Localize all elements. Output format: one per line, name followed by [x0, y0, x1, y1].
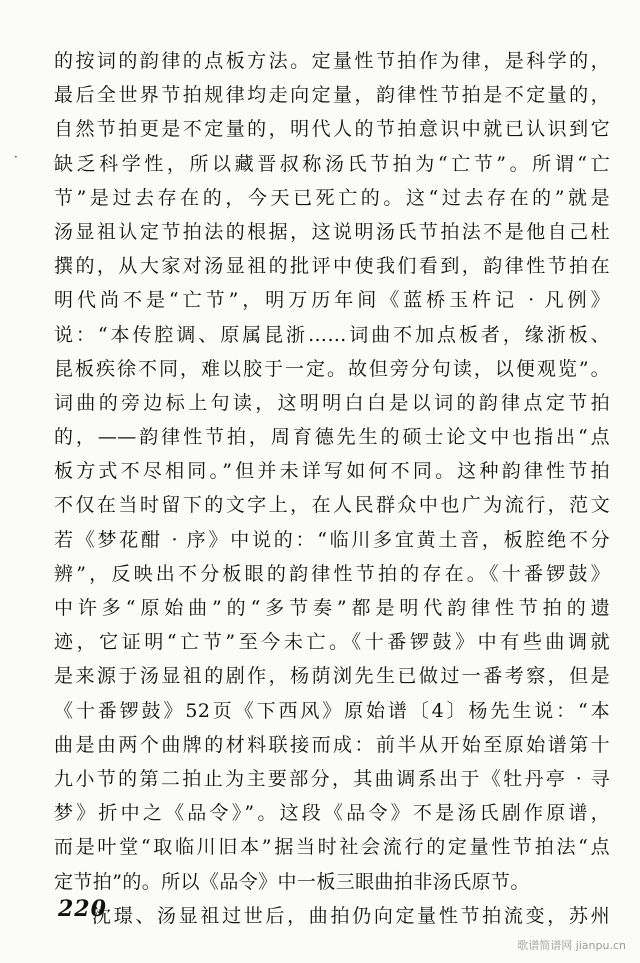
- text-line: 节”是过去存在的，今天已死亡的。这“过去存在的”就是: [54, 186, 610, 209]
- text-line: 自然节拍更是不定量的，明代人的节拍意识中就已认识到它: [54, 118, 610, 141]
- text-line: 词曲的旁边标上句读，这明明白白是以词的韵律点定节拍: [54, 391, 610, 414]
- text-line: 缺乏科学性，所以藏晋叔称汤氏节拍为“亡节”。所谓“亡: [54, 152, 610, 175]
- text-line: 曲是由两个曲牌的材料联接而成：前半从开始至原始谱第十: [54, 733, 610, 756]
- text-line: 不仅在当时留下的文字上，在人民群众中也广为流行，范文: [54, 494, 610, 517]
- margin-mark: ·: [14, 150, 18, 164]
- text-line: 说：“本传腔调、原属昆浙……词曲不加点板者，缘浙板、: [54, 323, 610, 346]
- text-line: 的按词的韵律的点板方法。定量性节拍作为律，是科学的，: [54, 50, 610, 72]
- body-text: [54, 44, 610, 933]
- text-line: 板方式不尽相同。”但并未详写如何不同。这种韵律性节拍: [54, 460, 610, 483]
- text-line: 明代尚不是“亡节”，明万历年间《蓝桥玉杵记 · 凡例》: [54, 289, 610, 312]
- text-line: 中许多“原始曲”的“多节奏”都是明代韵律性节拍的遗: [54, 597, 610, 619]
- text-line: 迹，它证明“亡节”至今未亡。《十番锣鼓》中有些曲调就: [54, 631, 610, 654]
- text-line: 辨”，反映出不分板眼的韵律性节拍的存在。《十番锣鼓》: [54, 562, 610, 585]
- text-line: 九小节的第二拍止为主要部分，其曲调系出于《牡丹亭 · 寻: [54, 767, 610, 790]
- text-line: 昆板疾徐不同，难以胶于一定。故但旁分句读，以便观览”。: [54, 357, 610, 380]
- page-number: 220: [58, 896, 107, 922]
- text-line: 《十番锣鼓》52页《下西风》原始谱〔4〕杨先生说：“本: [54, 699, 610, 722]
- text-line: 定节拍”的。所以《品令》中一板三眼曲拍非汤氏原节。: [54, 870, 530, 893]
- watermark-text: 歌谱简谱网 jianpu.cn: [517, 939, 626, 952]
- text-line: 的，——韵律性节拍，周育德先生的硕士论文中也指出“点: [54, 426, 610, 449]
- text-line: 而是叶堂“取临川旧本”据当时社会流行的定量性节拍法“点: [54, 836, 610, 859]
- text-line: 汤显祖认定节拍法的根据，这说明汤氏节拍法不是他自己杜: [54, 220, 610, 243]
- text-line: 沈璟、汤显祖过世后，曲拍仍向定量性节拍流变，苏州: [92, 904, 610, 927]
- text-line: 是来源于汤显祖的剧作，杨荫浏先生已做过一番考察，但是: [54, 665, 610, 688]
- text-line: 最后全世界节拍规律均走向定量，韵律性节拍是不定量的，: [54, 84, 610, 107]
- text-line: 撰的，从大家对汤显祖的批评中使我们看到，韵律性节拍在: [54, 255, 610, 278]
- text-line: 若《梦花酣 · 序》中说的：“临川多宜黄土音，板腔绝不分: [54, 528, 610, 551]
- text-line: 梦》折中之《品令》”。这段《品令》不是汤氏剧作原谱，: [54, 802, 610, 825]
